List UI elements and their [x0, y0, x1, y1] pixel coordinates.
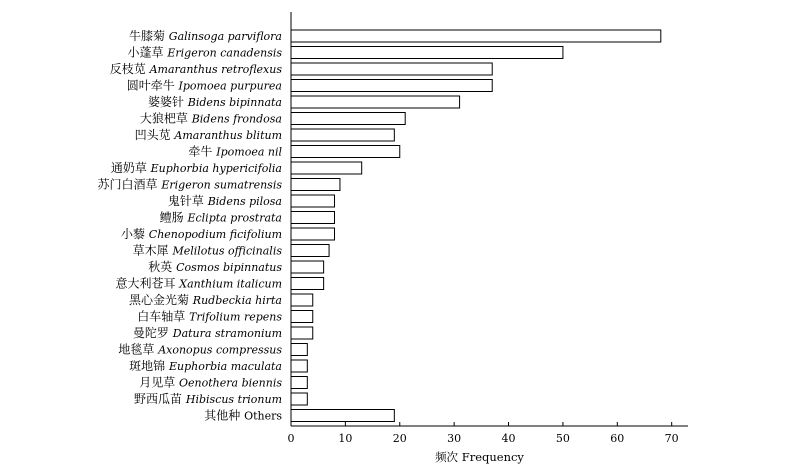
category-label: [121, 226, 282, 241]
x-tick-label: 70: [664, 432, 679, 445]
x-tick-label: 30: [447, 432, 462, 445]
bar: [291, 47, 563, 59]
category-label: [133, 243, 283, 258]
category-label: [140, 111, 282, 126]
category-label-latin: Xanthium italicum: [179, 277, 282, 290]
bar: [291, 261, 324, 273]
x-ticks-group: [288, 422, 679, 445]
category-label-latin: Hibiscus trionum: [185, 392, 282, 406]
category-label: [129, 292, 282, 307]
category-label-cn: 通奶草: [110, 161, 151, 175]
category-label-cn: 婆婆针: [147, 95, 188, 109]
category-label-cn: 斑地锦: [129, 359, 169, 373]
bar: [291, 113, 405, 125]
category-label: [204, 408, 282, 423]
category-label-cn: 草木犀: [132, 243, 173, 258]
category-label-cn: 凹头苋: [134, 128, 175, 142]
category-label: [128, 45, 283, 60]
category-label: [127, 78, 282, 93]
category-label-latin: Ipomoea purpurea: [178, 79, 282, 92]
bar: [291, 294, 313, 306]
category-label-latin: Trifolium repens: [189, 310, 282, 323]
category-label-latin: Erigeron canadensis: [167, 46, 282, 59]
category-label: [135, 127, 282, 142]
bar: [291, 245, 329, 257]
category-label-latin: Oenothera biennis: [179, 376, 282, 389]
category-label-latin: Others: [244, 409, 282, 422]
category-label-cn: 鳢肠: [159, 210, 188, 225]
x-tick-label: 40: [501, 432, 516, 445]
category-label-latin: Amaranthus blitum: [174, 128, 282, 142]
bar: [291, 30, 661, 42]
category-label: [98, 177, 283, 192]
bar: [291, 212, 335, 224]
category-label-cn: 月见草: [139, 375, 180, 390]
bar: [291, 80, 492, 92]
bar: [291, 377, 307, 389]
category-label: [188, 144, 282, 159]
bar: [291, 195, 335, 207]
bar: [291, 311, 313, 323]
bar: [291, 278, 324, 290]
category-label: [111, 160, 282, 175]
category-label-cn: 反枝苋: [109, 62, 150, 76]
x-tick-label: 0: [287, 432, 295, 445]
category-label-latin: Bidens frondosa: [191, 112, 282, 125]
category-label-cn: 地毯草: [118, 342, 159, 357]
category-label-latin: Melilotus officinalis: [172, 244, 282, 257]
category-label: [134, 392, 282, 406]
category-label-cn: 苏门白酒草: [97, 177, 162, 192]
category-label-cn: 曼陀罗: [132, 326, 173, 340]
category-label-latin: Galinsoga parviflora: [168, 29, 282, 43]
bar: [291, 162, 362, 174]
bar: [291, 410, 394, 422]
x-tick-label: 20: [392, 432, 407, 445]
bars-group: [291, 30, 661, 422]
category-label-cn: 意大利苍耳: [115, 276, 180, 291]
bar: [291, 129, 394, 141]
category-label: [148, 94, 282, 109]
x-axis-title: 频次 Frequency: [435, 450, 524, 464]
bar: [291, 393, 307, 405]
category-label: [110, 61, 283, 76]
bar: [291, 344, 307, 356]
category-label: [129, 358, 282, 373]
category-label-latin: Cosmos bipinnatus: [176, 260, 282, 274]
category-label-latin: Ipomoea nil: [216, 145, 282, 158]
bar: [291, 63, 492, 75]
category-label-latin: Chenopodium ficifolium: [148, 227, 282, 241]
category-label-cn: 小蓬草: [127, 45, 168, 60]
category-label-cn: 牵牛: [188, 144, 217, 159]
category-label-cn: 其他种: [204, 408, 245, 423]
bar: [291, 146, 400, 158]
bar: [291, 327, 313, 339]
category-label-cn: 大狼杷草: [139, 111, 192, 126]
bar: [291, 360, 307, 372]
category-label-cn: 小藜: [120, 227, 149, 241]
category-label-latin: Euphorbia maculata: [168, 359, 282, 373]
category-label-cn: 圆叶牵牛: [126, 78, 179, 93]
category-label: [129, 28, 282, 43]
category-label-latin: Bidens bipinnata: [187, 95, 282, 109]
category-label-latin: Rudbeckia hirta: [192, 293, 282, 307]
category-label: [133, 326, 282, 340]
category-label: [137, 309, 282, 324]
bar: [291, 96, 460, 108]
category-label: [168, 193, 282, 208]
category-label: [118, 342, 282, 357]
category-label: [139, 375, 282, 390]
bar: [291, 179, 340, 191]
x-tick-label: 10: [338, 432, 353, 445]
category-label-cn: 野西瓜苗: [134, 392, 186, 406]
category-label-latin: Amaranthus retroflexus: [149, 62, 282, 76]
category-label-cn: 黑心金光菊: [128, 293, 193, 307]
category-label: [115, 276, 282, 291]
x-tick-label: 50: [555, 432, 570, 445]
category-labels-group: [98, 28, 283, 423]
category-label-latin: Bidens pilosa: [207, 194, 282, 208]
bar: [291, 228, 335, 240]
category-label: [160, 210, 282, 225]
category-label-latin: Erigeron sumatrensis: [161, 178, 282, 191]
category-label-latin: Eclipta prostrata: [187, 211, 282, 224]
category-label-cn: 白车轴草: [137, 309, 190, 324]
category-label-latin: Euphorbia hypericifolia: [150, 161, 282, 175]
category-label-cn: 鬼针草: [167, 194, 208, 208]
category-label: [148, 259, 282, 274]
category-label-latin: Datura stramonium: [172, 326, 282, 340]
x-tick-label: 60: [610, 432, 625, 445]
category-label-latin: Axonopus compressus: [158, 343, 282, 356]
category-label-cn: 牛膝菊: [128, 29, 169, 43]
category-label-cn: 秋英: [148, 260, 177, 274]
